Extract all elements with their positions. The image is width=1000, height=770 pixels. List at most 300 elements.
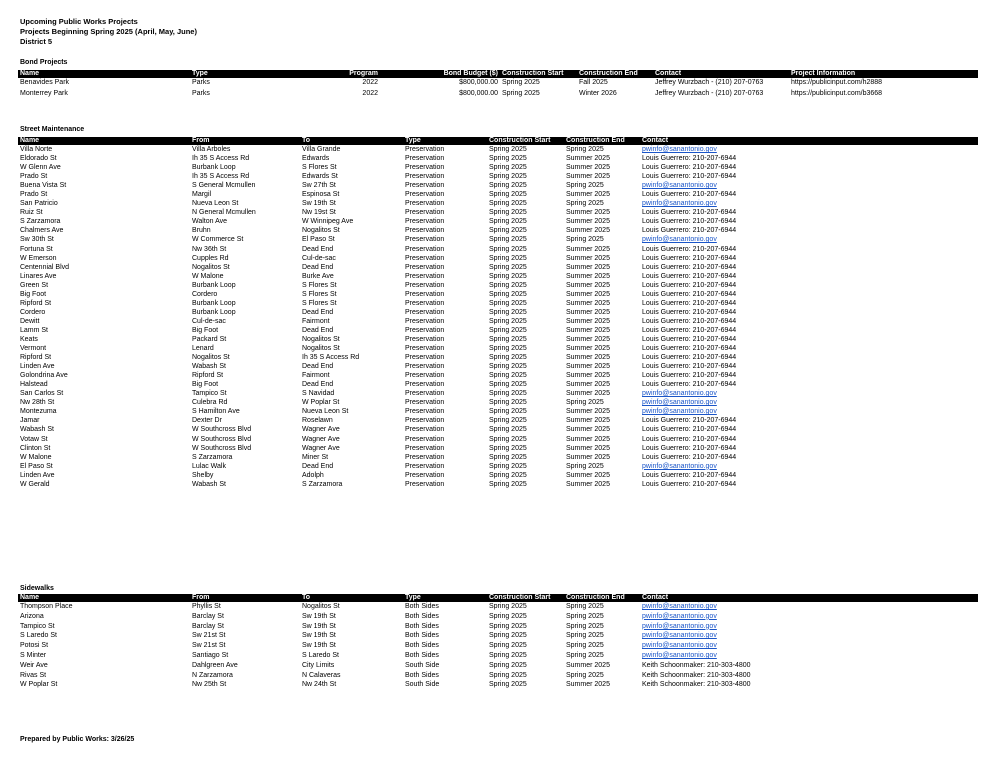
contact-email-link[interactable]: pwinfo@sanantonio.gov (642, 399, 717, 407)
cell-from: Ih 35 S Access Rd (192, 155, 250, 163)
cell-construction-start: Spring 2025 (489, 372, 527, 380)
cell-contact: Louis Guerrero: 210-207-6944 (642, 480, 737, 488)
cell-type: Preservation (405, 227, 445, 235)
cell-project-information: https://publicinput.com/h2888 (791, 79, 883, 86)
cell-from: Burbank Loop (192, 299, 236, 307)
table-row (18, 416, 978, 425)
table-row (18, 480, 978, 489)
table-row (18, 398, 978, 407)
cell-contact: Louis Guerrero: 210-207-6944 (642, 299, 737, 307)
cell-contact: Louis Guerrero: 210-207-6944 (642, 435, 737, 443)
table-row (18, 317, 978, 326)
contact-email-link[interactable]: pwinfo@sanantonio.gov (642, 236, 717, 244)
cell-contact: Louis Guerrero: 210-207-6944 (642, 326, 737, 334)
table-row (18, 622, 978, 632)
cell-type: South Side (405, 681, 440, 689)
cell-type: Preservation (405, 191, 445, 199)
cell-construction-start: Spring 2025 (489, 681, 527, 689)
cell-bond-budget: $800,000.00 (459, 79, 498, 86)
table-row (18, 272, 978, 281)
table-row (18, 453, 978, 462)
cell-from: Nw 25th St (192, 681, 227, 689)
cell-contact: Louis Guerrero: 210-207-6944 (642, 363, 737, 371)
cell-contact: Louis Guerrero: 210-207-6944 (642, 444, 737, 452)
table-row (18, 362, 978, 371)
cell-to: S Flores St (302, 164, 337, 172)
cell-to: Dead End (302, 363, 334, 371)
cell-contact: Jeffrey Wurzbach - (210) 207-0763 (655, 89, 764, 97)
cell-from: W Southcross Blvd (192, 444, 252, 452)
column-header-construction-start: Construction Start (500, 70, 577, 78)
table-row (18, 344, 978, 353)
cell-to: Sw 27th St (302, 182, 336, 190)
cell-type: Preservation (405, 408, 445, 416)
column-header-from: From (190, 137, 300, 145)
cell-construction-start: Spring 2025 (489, 671, 527, 679)
table-row (18, 254, 978, 263)
cell-type: Preservation (405, 417, 445, 425)
cell-from: W Southcross Blvd (192, 426, 252, 434)
cell-to: Dead End (302, 245, 334, 253)
table-row (18, 602, 978, 612)
cell-construction-end: Summer 2025 (566, 354, 610, 362)
cell-construction-start: Spring 2025 (489, 612, 527, 620)
cell-name: San Carlos St (20, 390, 64, 398)
cell-from: Phyllis St (192, 603, 221, 610)
cell-contact: Keith Schoonmaker: 210-303-4800 (642, 671, 751, 679)
cell-contact: Louis Guerrero: 210-207-6944 (642, 426, 737, 434)
cell-from: W Commerce St (192, 236, 244, 244)
cell-type: Preservation (405, 146, 445, 153)
cell-type: Preservation (405, 462, 445, 470)
cell-construction-start: Spring 2025 (489, 164, 527, 172)
cell-name: Dewitt (20, 317, 40, 325)
cell-construction-start: Spring 2025 (489, 345, 527, 353)
cell-from: N Zarzamora (192, 671, 233, 679)
cell-construction-start: Spring 2025 (489, 281, 527, 289)
table-row (18, 78, 978, 89)
cell-from: Barclay St (192, 622, 224, 630)
header-title: Upcoming Public Works Projects (20, 17, 138, 26)
table-row (18, 641, 978, 651)
cell-construction-end: Summer 2025 (566, 335, 610, 343)
cell-from: Cul-de-sac (192, 317, 226, 325)
cell-name: Ripford St (20, 299, 52, 307)
cell-name: Potosi St (20, 642, 49, 650)
cell-construction-end: Summer 2025 (566, 317, 610, 325)
cell-name: Chalmers Ave (20, 227, 64, 235)
cell-type: Preservation (405, 372, 445, 380)
cell-construction-start: Spring 2025 (489, 236, 527, 244)
cell-construction-start: Spring 2025 (489, 622, 527, 630)
cell-to: Nogalitos St (302, 345, 340, 353)
contact-email-link[interactable]: pwinfo@sanantonio.gov (642, 462, 717, 470)
table-row (18, 353, 978, 362)
street-maintenance-table (18, 137, 978, 489)
cell-name: Sw 30th St (20, 236, 54, 244)
cell-type: Preservation (405, 399, 445, 407)
cell-construction-end: Summer 2025 (566, 363, 610, 371)
street-header-row (18, 137, 978, 145)
cell-name: Green St (20, 281, 49, 289)
cell-from: Packard St (192, 335, 227, 343)
cell-name: Keats (20, 335, 38, 343)
column-header-project-information: Project Information (789, 70, 978, 78)
bond-header-row (18, 70, 978, 78)
cell-construction-start: Spring 2025 (489, 661, 527, 669)
cell-from: Nw 36th St (192, 245, 227, 253)
cell-contact: Keith Schoonmaker: 210-303-4800 (642, 681, 751, 689)
cell-construction-start: Spring 2025 (489, 417, 527, 425)
table-row (18, 680, 978, 690)
cell-construction-start: Spring 2025 (489, 263, 527, 271)
cell-name: W Glenn Ave (20, 164, 61, 172)
cell-from: Santiago St (192, 651, 229, 659)
cell-from: Burbank Loop (192, 164, 236, 172)
cell-name: Rivas St (20, 671, 47, 679)
cell-type: Preservation (405, 299, 445, 307)
column-header-type: Type (190, 70, 300, 78)
cell-construction-end: Summer 2025 (566, 263, 610, 271)
cell-construction-start: Spring 2025 (489, 480, 527, 488)
cell-to: Cul-de-sac (302, 254, 336, 262)
cell-construction-start: Spring 2025 (489, 308, 527, 316)
cell-construction-start: Spring 2025 (502, 79, 540, 86)
cell-construction-end: Summer 2025 (566, 299, 610, 307)
column-header-construction-start: Construction Start (487, 137, 564, 145)
cell-construction-start: Spring 2025 (489, 651, 527, 659)
table-row (18, 308, 978, 317)
table-row (18, 89, 978, 100)
contact-email-link[interactable]: pwinfo@sanantonio.gov (642, 146, 717, 153)
cell-type: Preservation (405, 245, 445, 253)
cell-from: Ripford St (192, 372, 224, 380)
cell-type: Preservation (405, 155, 445, 163)
cell-type: Preservation (405, 381, 445, 389)
cell-construction-end: Spring 2025 (566, 182, 604, 190)
cell-type: Preservation (405, 281, 445, 289)
cell-contact: Louis Guerrero: 210-207-6944 (642, 218, 737, 226)
cell-construction-end: Summer 2025 (566, 191, 610, 199)
cell-construction-start: Spring 2025 (489, 426, 527, 434)
cell-from: Tampico St (192, 390, 227, 398)
cell-to: Wagner Ave (302, 444, 340, 452)
cell-contact: Louis Guerrero: 210-207-6944 (642, 272, 737, 280)
cell-construction-start: Spring 2025 (489, 209, 527, 217)
cell-construction-end: Spring 2025 (566, 632, 604, 640)
header-subtitle: Projects Beginning Spring 2025 (April, May, June) (20, 27, 197, 36)
cell-construction-end: Spring 2025 (566, 622, 604, 630)
cell-to: Wagner Ave (302, 426, 340, 434)
cell-to: Edwards (302, 155, 330, 163)
cell-from: Margil (192, 191, 212, 199)
cell-to: Sw 19th St (302, 632, 336, 640)
column-header-construction-end: Construction End (577, 70, 653, 78)
cell-name: Benavides Park (20, 79, 70, 86)
cell-name: Thompson Place (20, 603, 73, 610)
cell-name: S Laredo St (20, 632, 57, 640)
cell-name: Prado St (20, 191, 48, 199)
cell-from: Nueva Leon St (192, 200, 239, 208)
cell-type: Preservation (405, 200, 445, 208)
cell-type: Both Sides (405, 632, 439, 640)
cell-to: Fairmont (302, 317, 330, 325)
cell-construction-end: Spring 2025 (566, 603, 604, 610)
cell-to: S Flores St (302, 290, 337, 298)
cell-name: Golondrina Ave (20, 372, 68, 380)
cell-type: Preservation (405, 173, 445, 181)
cell-to: Nogalitos St (302, 227, 340, 235)
cell-construction-start: Spring 2025 (489, 245, 527, 253)
table-row (18, 281, 978, 290)
cell-construction-end: Summer 2025 (566, 372, 610, 380)
cell-to: Dead End (302, 462, 334, 470)
cell-type: Preservation (405, 354, 445, 362)
cell-name: Lamm St (20, 326, 49, 334)
cell-contact: Louis Guerrero: 210-207-6944 (642, 453, 737, 461)
cell-construction-end: Summer 2025 (566, 209, 610, 217)
column-header-bond-budget: Bond Budget ($) (380, 70, 500, 78)
cell-type: Both Sides (405, 642, 439, 650)
cell-contact: Louis Guerrero: 210-207-6944 (642, 263, 737, 271)
cell-type: Preservation (405, 335, 445, 343)
column-header-to: To (300, 137, 403, 145)
cell-type: Preservation (405, 390, 445, 398)
cell-name: Montezuma (20, 408, 57, 416)
cell-type: Preservation (405, 263, 445, 271)
cell-to: Wagner Ave (302, 435, 340, 443)
bond-table-body (18, 78, 978, 99)
contact-email-link[interactable]: pwinfo@sanantonio.gov (642, 632, 717, 640)
cell-name: Clinton St (20, 444, 51, 452)
cell-from: Dahlgreen Ave (192, 661, 238, 669)
cell-construction-end: Summer 2025 (566, 218, 610, 226)
cell-contact: Louis Guerrero: 210-207-6944 (642, 372, 737, 380)
cell-to: Nogalitos St (302, 335, 340, 343)
cell-contact: Louis Guerrero: 210-207-6944 (642, 164, 737, 172)
cell-construction-start: Spring 2025 (489, 642, 527, 650)
cell-name: Fortuna St (20, 245, 53, 253)
cell-to: Sw 19th St (302, 642, 336, 650)
cell-construction-end: Summer 2025 (566, 155, 610, 163)
cell-contact: Louis Guerrero: 210-207-6944 (642, 173, 737, 181)
table-row (18, 471, 978, 480)
column-header-program: Program (300, 70, 380, 78)
cell-to: Roselawn (302, 417, 333, 425)
cell-to: Dead End (302, 263, 334, 271)
cell-from: Big Foot (192, 381, 219, 389)
cell-construction-end: Summer 2025 (566, 444, 610, 452)
table-row (18, 631, 978, 641)
contact-email-link[interactable]: pwinfo@sanantonio.gov (642, 200, 717, 208)
table-row (18, 290, 978, 299)
cell-from: Sw 21st St (192, 632, 226, 640)
cell-to: Miner St (302, 453, 329, 461)
cell-from: Barclay St (192, 612, 224, 620)
column-header-construction-end: Construction End (564, 594, 640, 602)
cell-contact: Louis Guerrero: 210-207-6944 (642, 245, 737, 253)
cell-name: W Emerson (20, 254, 57, 262)
cell-from: W Malone (192, 272, 224, 280)
cell-construction-start: Spring 2025 (489, 254, 527, 262)
cell-construction-start: Spring 2025 (489, 317, 527, 325)
cell-type: Preservation (405, 426, 445, 434)
table-row (18, 299, 978, 308)
table-row (18, 425, 978, 434)
cell-to: Dead End (302, 308, 334, 316)
cell-construction-end: Summer 2025 (566, 164, 610, 172)
cell-to: Espinosa St (302, 191, 340, 199)
table-row (18, 199, 978, 208)
header-district: District 5 (20, 37, 53, 46)
cell-to: Villa Grande (302, 146, 341, 153)
contact-email-link[interactable]: pwinfo@sanantonio.gov (642, 622, 717, 630)
cell-type: Preservation (405, 164, 445, 172)
cell-construction-end: Summer 2025 (566, 173, 610, 181)
cell-construction-end: Winter 2026 (579, 89, 617, 97)
cell-construction-end: Summer 2025 (566, 290, 610, 298)
cell-construction-end: Summer 2025 (566, 245, 610, 253)
cell-from: W Southcross Blvd (192, 435, 252, 443)
cell-construction-end: Summer 2025 (566, 308, 610, 316)
cell-construction-start: Spring 2025 (489, 227, 527, 235)
cell-name: Tampico St (20, 622, 55, 630)
table-row (18, 263, 978, 272)
cell-name: San Patricio (20, 200, 58, 208)
cell-construction-end: Summer 2025 (566, 326, 610, 334)
cell-construction-start: Spring 2025 (489, 399, 527, 407)
contact-email-link[interactable]: pwinfo@sanantonio.gov (642, 642, 717, 650)
table-row (18, 661, 978, 671)
cell-name: S Zarzamora (20, 218, 61, 226)
table-row (18, 612, 978, 622)
table-row (18, 245, 978, 254)
cell-construction-end: Spring 2025 (566, 146, 604, 153)
cell-from: N General Mcmullen (192, 209, 256, 217)
cell-type: Preservation (405, 444, 445, 452)
cell-from: Villa Arboles (192, 146, 231, 153)
cell-bond-budget: $800,000.00 (459, 89, 498, 97)
cell-construction-start: Spring 2025 (489, 191, 527, 199)
table-row (18, 208, 978, 217)
cell-program: 2022 (362, 89, 378, 97)
cell-to: S Navidad (302, 390, 335, 398)
table-row (18, 407, 978, 416)
column-header-name: Name (18, 594, 190, 602)
cell-construction-end: Summer 2025 (566, 681, 610, 689)
cell-type: Both Sides (405, 603, 439, 610)
sidewalks-section-title: Sidewalks (20, 585, 54, 592)
cell-from: Nogalitos St (192, 354, 230, 362)
column-header-contact: Contact (640, 594, 978, 602)
cell-construction-end: Summer 2025 (566, 254, 610, 262)
contact-email-link[interactable]: pwinfo@sanantonio.gov (642, 390, 717, 398)
cell-type: Preservation (405, 308, 445, 316)
cell-construction-end: Fall 2025 (579, 79, 608, 86)
cell-to: Burke Ave (302, 272, 334, 280)
cell-project-information: https://publicinput.com/b3668 (791, 89, 883, 97)
table-row (18, 380, 978, 389)
cell-from: Wabash St (192, 363, 226, 371)
column-header-name: Name (18, 70, 190, 78)
cell-construction-start: Spring 2025 (489, 462, 527, 470)
cell-construction-end: Spring 2025 (566, 236, 604, 244)
cell-from: Cupples Rd (192, 254, 229, 262)
cell-contact: Louis Guerrero: 210-207-6944 (642, 317, 737, 325)
cell-construction-start: Spring 2025 (489, 444, 527, 452)
cell-to: Adolph (302, 471, 324, 479)
cell-contact: Louis Guerrero: 210-207-6944 (642, 417, 737, 425)
cell-from: Wabash St (192, 480, 226, 488)
contact-email-link[interactable]: pwinfo@sanantonio.gov (642, 612, 717, 620)
column-header-type: Type (403, 594, 487, 602)
cell-to: Sw 19th St (302, 612, 336, 620)
contact-email-link[interactable]: pwinfo@sanantonio.gov (642, 603, 717, 610)
cell-construction-end: Summer 2025 (566, 281, 610, 289)
cell-construction-end: Spring 2025 (566, 651, 604, 659)
cell-construction-end: Summer 2025 (566, 227, 610, 235)
cell-contact: Keith Schoonmaker: 210-303-4800 (642, 661, 751, 669)
bond-section-title: Bond Projects (20, 59, 68, 66)
street-table-body (18, 145, 978, 489)
table-row (18, 154, 978, 163)
cell-name: Halstead (20, 381, 48, 389)
cell-construction-end: Spring 2025 (566, 462, 604, 470)
cell-name: Votaw St (20, 435, 48, 443)
contact-email-link[interactable]: pwinfo@sanantonio.gov (642, 408, 717, 416)
cell-construction-end: Summer 2025 (566, 480, 610, 488)
cell-name: Ruiz St (20, 209, 43, 217)
cell-type: Parks (192, 79, 210, 86)
cell-to: S Flores St (302, 281, 337, 289)
cell-type: Preservation (405, 345, 445, 353)
cell-construction-end: Summer 2025 (566, 390, 610, 398)
cell-type: Parks (192, 89, 210, 97)
cell-name: Prado St (20, 173, 48, 181)
cell-construction-end: Summer 2025 (566, 426, 610, 434)
cell-from: Dexter Dr (192, 417, 222, 425)
cell-type: Preservation (405, 272, 445, 280)
bond-projects-table (18, 70, 978, 99)
cell-from: S Hamilton Ave (192, 408, 240, 416)
cell-to: N Calaveras (302, 671, 341, 679)
cell-to: Ih 35 S Access Rd (302, 354, 360, 362)
cell-name: Nw 28th St (20, 399, 55, 407)
cell-construction-start: Spring 2025 (489, 173, 527, 181)
cell-construction-end: Summer 2025 (566, 453, 610, 461)
cell-from: S Zarzamora (192, 453, 233, 461)
cell-to: S Flores St (302, 299, 337, 307)
table-row (18, 172, 978, 181)
contact-email-link[interactable]: pwinfo@sanantonio.gov (642, 182, 717, 190)
contact-email-link[interactable]: pwinfo@sanantonio.gov (642, 651, 717, 659)
cell-construction-start: Spring 2025 (489, 390, 527, 398)
cell-type: Preservation (405, 209, 445, 217)
cell-from: Cordero (192, 290, 218, 298)
table-row (18, 651, 978, 661)
cell-contact: Louis Guerrero: 210-207-6944 (642, 345, 737, 353)
cell-construction-end: Summer 2025 (566, 345, 610, 353)
cell-to: S Laredo St (302, 651, 339, 659)
cell-contact: Louis Guerrero: 210-207-6944 (642, 281, 737, 289)
cell-contact: Louis Guerrero: 210-207-6944 (642, 335, 737, 343)
cell-type: Preservation (405, 317, 445, 325)
cell-to: El Paso St (302, 236, 335, 244)
cell-name: W Poplar St (20, 681, 58, 689)
table-row (18, 371, 978, 380)
cell-construction-start: Spring 2025 (489, 453, 527, 461)
cell-contact: Louis Guerrero: 210-207-6944 (642, 227, 737, 235)
